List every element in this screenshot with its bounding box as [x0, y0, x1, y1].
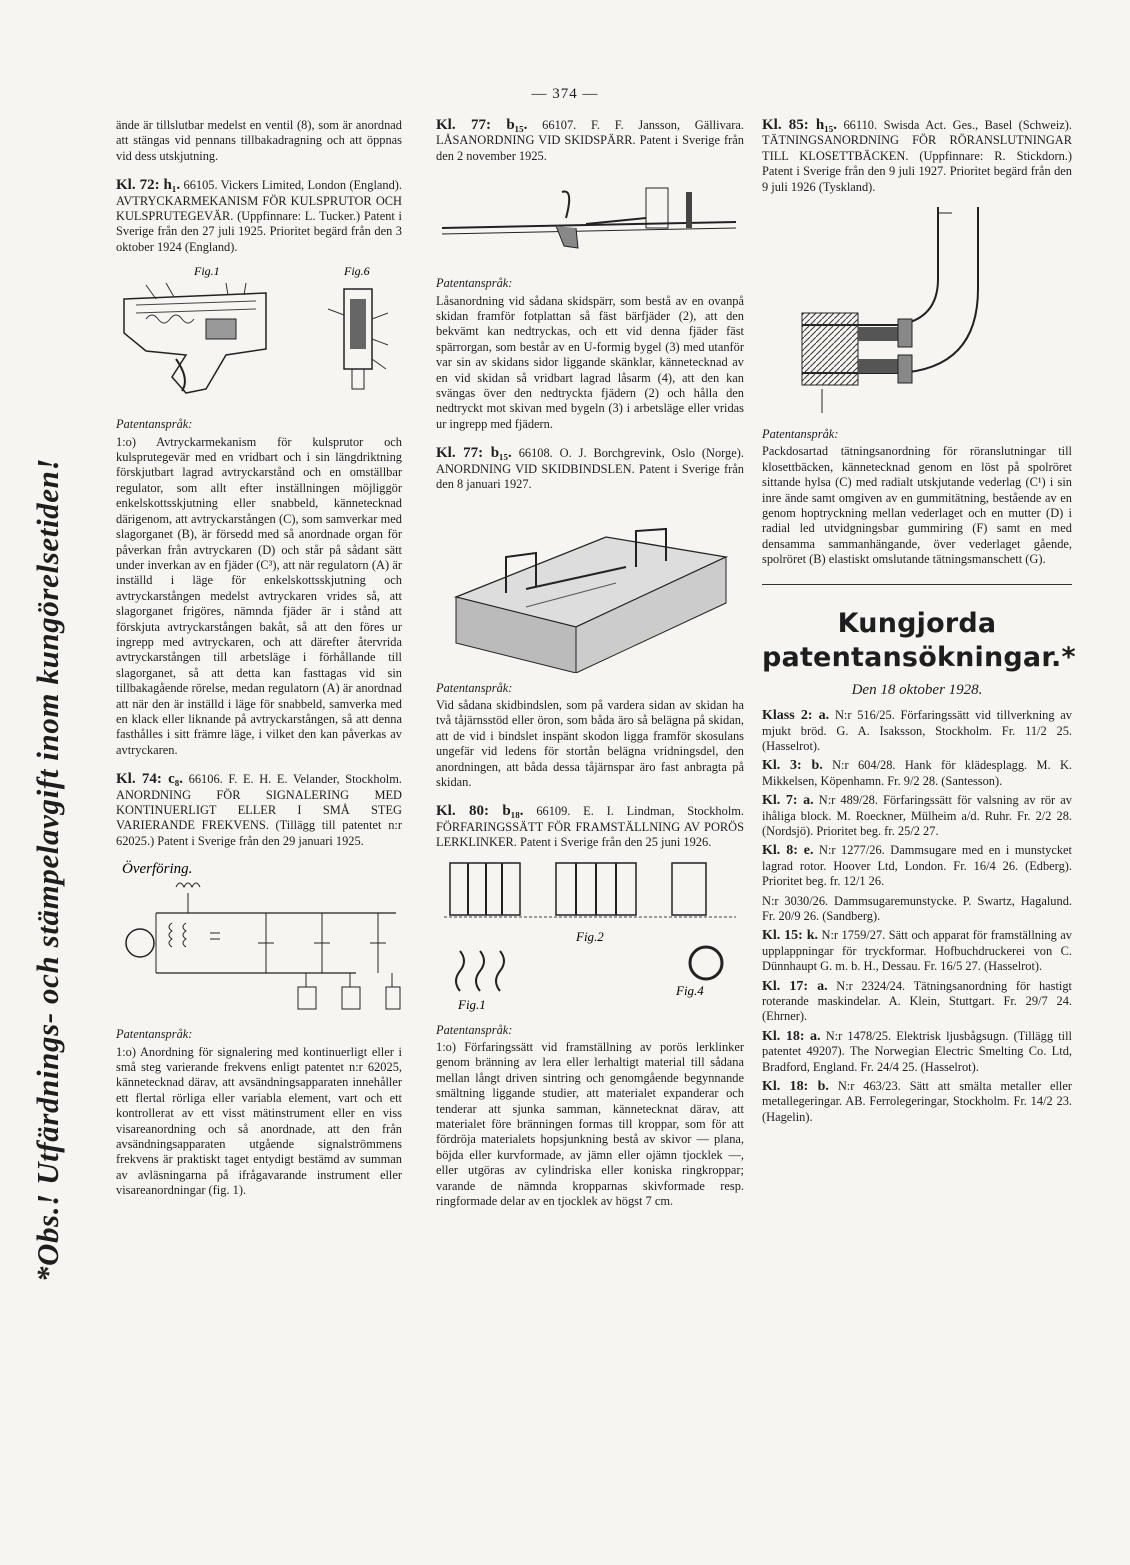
- sidebar-notice-text: *Obs.! Utfärdnings- och stämpelavgift inom kungörelsetiden!: [30, 457, 65, 1283]
- class-label: Klass 2: a.: [762, 708, 830, 724]
- claims-label: Patentanspråk:: [116, 1027, 193, 1042]
- patent-entry-66106: [116, 772, 402, 849]
- ski-lock-figure: [436, 168, 744, 268]
- announcement-date: Den 18 oktober 1928.: [851, 681, 983, 698]
- patent-entry-66105: [116, 178, 402, 255]
- claim-text: 1:o) Förfaringssätt vid framställning av porös lerklinker genom bränning av lera eller lerhaltigt material till sådana mellan långt driven sintring och genomgående begynnande smältning liggande studier, att materialet expanderar och tenderar att sjunka samman, kännetecknat därav, att materialet före bränningen formas till kroppar, som för att fördröja materialets hopsjunkning bestå av skivor — plana, böjda eller kurvformade, av jämn eller ojämn tjocklek —, eller utgöras av cylindriska eller koniska ringkroppar; varande de nämnda kropparnas skivformade resp. ringformade delar av en tjocklek av högst 7 cm.: [436, 1039, 744, 1209]
- claim-text: Vid sådana skidbindslen, som på vardera sidan av skidan ha två tåjärnsstöd eller öron, som båda äro så belägna på skidan, att de vid i bindslet inspänt skodon ligga framför skosulans ungefär vid ledens för stortån belägna vridningsdel, den anordningen, att båda dessa tåjärnspar äro fast anbragta på skidan.: [436, 697, 744, 789]
- entry-body: 66107. F. F. Jansson, Gällivara. LÅSANORDNING VID SKIDSPÄRR. Patent i Sverige från den 2 november 1925.: [436, 118, 744, 163]
- fig-label-2: Fig.2: [576, 928, 604, 944]
- list-item: Kl. 3: b. N:r 604/28. Hank för klädesplagg. M. K. Mikkelsen, Köpenhamn. Fr. 9/2 28. (Santesson).: [762, 758, 1072, 788]
- patent-entry-66107: [436, 118, 744, 164]
- list-item: Kl. 18: a. N:r 1478/25. Elektrisk ljusbågsugn. (Tillägg till patentet 49207). The Norwegian Electric Smelting Co. Ltd, Bradford, England. Fr. 24/4 25. (Hasselrot).: [762, 1028, 1072, 1074]
- class-label: Kl. 77: b₁₅.: [436, 445, 512, 462]
- class-label: Kl. 85: h₁₅.: [762, 117, 837, 133]
- fig-label-1: Fig.1: [194, 264, 220, 279]
- claims-label: Patentanspråk:: [436, 276, 513, 291]
- clinker-shapes-figure: [436, 855, 744, 1015]
- list-item: Kl. 18: b. N:r 463/23. Sätt att smälta metaller eller metallegeringar. AB. Ferrolegeringar, Stockholm. Fr. 14/2 23. (Hagelin).: [762, 1079, 1073, 1124]
- patent-entry-66109: [436, 804, 744, 850]
- class-label: Kl. 80: b₁₈.: [436, 803, 524, 820]
- ski-binding-figure: [436, 497, 744, 673]
- class-label: Kl. 18: b.: [762, 1079, 829, 1095]
- patent-entry-66108: [436, 446, 744, 492]
- class-label: Kl. 17: a.: [762, 978, 828, 994]
- patent-entry-66110: [762, 118, 1072, 195]
- page-number: — 374 —: [531, 86, 599, 102]
- claims-label: Patentanspråk:: [762, 427, 839, 442]
- entry-body: 66106. F. E. H. E. Velander, Stockholm. ANORDNING FÖR SIGNALERING MED KONTINUERLIGT ELLER I SMÅ STEG VARIERANDE FREKVENS. (Tillägg till patentet n:r 62025.) Patent i Sverige från den 29 januari 1925.: [116, 772, 402, 848]
- section-heading: Kungjorda patentansökningar.*: [762, 607, 1076, 673]
- list-item: Kl. 15: k. N:r 1759/27. Sätt och apparat för framställning av upplappningar för tryckformar. Hofbuchdruckerei von C. Dünnhaupt G. m. b. H., Dessau. Fr. 16/5 27. (Hasselrot).: [762, 928, 1072, 974]
- announcement-list: [762, 708, 1072, 1125]
- class-label: Kl. 7: a.: [762, 793, 814, 809]
- list-item: N:r 3030/26. Dammsugaremunstycke. P. Swartz, Hagalund. Fr. 20/9 26. (Sandberg).: [762, 893, 1072, 923]
- entry-body: 66110. Swisda Act. Ges., Basel (Schweiz). TÄTNINGSANORDNING FÖR RÖRANSLUTNINGAR TILL KLOSETTBÄCKEN. (Uppfinnare: R. Stickdorn.) Patent i Sverige från den 9 juli 1927. Prioritet begärd från den 9 juli 1926 (Tyskland).: [762, 118, 1072, 194]
- entry-body: 66108. O. J. Borchgrevink, Oslo (Norge). ANORDNING VID SKIDBINDSLEN. Patent i Sverige från den 8 januari 1927.: [436, 446, 744, 492]
- list-item: Kl. 7: a. N:r 489/28. Förfaringssätt för valsning av rör av ihåliga block. M. Roeckner, Mülheim a/d. Ruhr. Fr. 2/2 28. (Nordsjö). Prioritet beg. fr. 25/2 27.: [762, 793, 1072, 838]
- entry-body: 66109. E. I. Lindman, Stockholm. FÖRFARINGSSÄTT FÖR FRAMSTÄLLNING AV PORÖS LERKLINKER. Patent i Sverige från den 25 juni 1926.: [436, 804, 744, 850]
- column-1: [116, 118, 402, 1199]
- column-3: [762, 117, 1076, 1129]
- fig-label-4: Fig.4: [676, 982, 704, 998]
- sidebar-notice: [28, 270, 68, 1470]
- intro-text: ände är tillslutbar medelst en ventil (8), som är anordnad att stängas vid pennans tillbakadragning och att öppnas vid dess utskjutning.: [116, 118, 402, 163]
- claim-text: 1:o) Anordning för signalering med kontinuerligt eller i små steg varierande frekvens enligt patentet n:r 62025, kännetecknad därav, att avsändningsapparaten innehåller ett flertal rörliga eller variabla element, vart och ett kontrollerat av ett visst mätinstrument eller en viss visareanordning och så anordnade, att den från avsändningsapparaten utgående signalströmmens frekvens är praktiskt taget entydigt bestämd av summan av avläsningarna på ifrågavarande instrument eller visareanordningar (fig. 1).: [116, 1044, 402, 1198]
- class-label: Kl. 18: a.: [762, 1028, 821, 1044]
- claims-label: Patentanspråk:: [436, 1022, 513, 1037]
- list-item: Kl. 17: a. N:r 2324/24. Tätningsanordning för hastigt roterande maskindelar. A. Klein, Stuttgart. Fr. 29/7 24. (Ehrner).: [762, 978, 1072, 1024]
- claim-text: Packdosartad tätningsanordning för röranslutningar till klosettbäcken, kännetecknad genom en löst på spolröret sittande hylsa (C) med radialt utskjutande vederlag (C¹) i sin inre ände samt omgiven av en gummitätning, bestående av en genom hoptryckning mellan vederlaget och en mutter (D) i radial led utvidgningsbar gummiring (F) samt en med densamma sammanhängande, över vederlaget gående, spolröret (B) elastiskt omslutande tätningsmanschett (G).: [762, 444, 1072, 567]
- trigger-mechanism-figure: [116, 259, 402, 409]
- list-item: Klass 2: a. N:r 516/25. Förfaringssätt vid tillverkning av mjukt bröd. G. A. Isaksson, Stockholm. Fr. 11/2 25. (Hasselrot).: [762, 708, 1072, 753]
- class-label: Kl. 77: b₁₅.: [436, 117, 528, 133]
- class-label: Kl. 74: c₈.: [116, 771, 184, 788]
- class-label: Kl. 72: h₁.: [116, 177, 181, 194]
- claim-text: 1:o) Avtryckarmekanism för kulsprutor och kulsprutegevär med en vridbart och i sin längdriktning förskjutbart lagrad avtryckarstånd och en omställbar regulator, som allt efter inställningen möjliggör enkelskottsskjutning eller snabbeld, kännetecknad därigenom, att avtryckarstången (C), som samverkar med slagorganet (B), är försedd med så anordnade organ för påverkan från avtryckaren (D) och står på sådant sätt under inverkan av en fjäder (C³), att när regulatorn (A) är inställd i läge för enkelskottsskjutning och avtryckarstången medelst avtryckaren vrides så, att slagorganet frigöres, nämnda fjäder är i stånd att förskjuta avtryckarstången bakåt, så att den föres ur ingrepp med avtryckaren, och att därefter återvrida avtryckarstången till arbetsläge i förhållande till slagorganet, så att detta kan fasttagas vid sin tillbakagående rörelse, medan regulatorn (A) är anordnad att när den är inställd i läge för snabbeld, samverka med en klack eller liknande på avtryckarstången, så att denna fasthålles i sitt främre läge, i vilket den kan påverkas av avtryckaren.: [116, 434, 402, 757]
- fig-label-1: Fig.1: [458, 996, 486, 1012]
- pipe-seal-figure: [762, 199, 1072, 419]
- claim-text: Låsanordning vid sådana skidspärr, som bestå av en ovanpå skidan framför fotplattan så fäst bärfjäder (2), att den bekvämt kan nedtryckas, och ett vid denna fjäder fäst spärrorgan, som består av en U-formig bygel (3) med utanför var sin av skidans sidor liggande skänklar, kännetecknad av en vid skidan så vridbart lagrad låsarm (4), att den kan svängas över den nedtryckta fjädern (2) och hålla den nedtryckt mot skivan med bygeln (3) i arbetsläge eller vridas ur ingrepp med fjädern.: [436, 293, 744, 431]
- column-2: [436, 118, 744, 1209]
- entry-body: 66105. Vickers Limited, London (England). AVTRYCKARMEKANISM FÖR KULSPRUTOR OCH KULSPRUTEGEVÄR. (Uppfinnare: L. Tucker.) Patent i Sverige från den 27 juli 1925. Prioritet begärd från den 3 oktober 1924 (England).: [116, 178, 402, 254]
- circuit-diagram-figure: [116, 853, 402, 1019]
- claims-label: Patentanspråk:: [116, 417, 193, 432]
- claims-label: Patentanspråk:: [436, 680, 513, 695]
- list-item: Kl. 8: e. N:r 1277/26. Dammsugare med en i munstycket lagrad rotor. Hoover Ltd, London. Fr. 16/4 26. (Edberg). Prioritet beg. fr. 12/1 26.: [762, 843, 1072, 889]
- figure-title: Överföring.: [122, 861, 193, 878]
- class-label: Kl. 15: k.: [762, 928, 819, 944]
- fig-label-6: Fig.6: [344, 264, 370, 279]
- class-label: Kl. 8: e.: [762, 843, 814, 859]
- section-divider: [762, 584, 1072, 585]
- class-label: Kl. 3: b.: [762, 758, 823, 774]
